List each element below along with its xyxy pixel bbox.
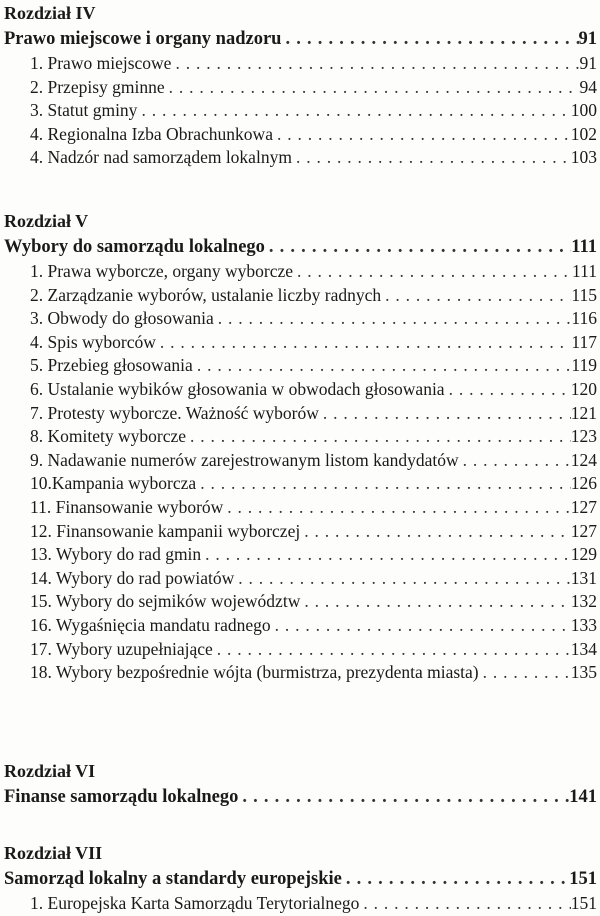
chapter-title-row bbox=[4, 234, 597, 260]
dot-leader bbox=[156, 331, 571, 355]
dot-leader bbox=[479, 661, 571, 685]
page-number: 100 bbox=[570, 100, 597, 121]
chapter-section bbox=[4, 208, 597, 685]
page-number: 151 bbox=[569, 869, 597, 889]
toc-item bbox=[4, 402, 597, 426]
entry-title: 3. Obwody do głosowania bbox=[30, 308, 214, 329]
dot-leader bbox=[292, 146, 571, 170]
entry-title: 15. Wybory do sejmików województw bbox=[30, 591, 301, 612]
dot-leader bbox=[300, 590, 570, 614]
chapter-section bbox=[4, 0, 597, 170]
entry-title: 3. Statut gminy bbox=[30, 100, 138, 121]
page-number: 111 bbox=[571, 237, 597, 257]
dot-leader bbox=[319, 402, 571, 426]
entry-title: 7. Protesty wyborcze. Ważność wyborów bbox=[30, 402, 319, 423]
dot-leader bbox=[171, 52, 579, 76]
dot-leader bbox=[300, 520, 571, 544]
page-number: 119 bbox=[571, 355, 597, 376]
entry-title: 14. Wybory do rad powiatów bbox=[30, 567, 235, 588]
dot-leader bbox=[381, 284, 571, 308]
dot-leader bbox=[281, 26, 578, 52]
dot-leader bbox=[293, 260, 572, 284]
dot-leader bbox=[342, 866, 569, 892]
dot-leader bbox=[196, 472, 571, 496]
entry-title: 4. Nadzór nad samorządem lokalnym bbox=[30, 147, 292, 168]
entry-title: 1. Europejska Karta Samorządu Terytorialnego bbox=[30, 893, 360, 913]
chapter-title-row bbox=[4, 866, 597, 892]
entry-title: Finanse samorządu lokalnego bbox=[4, 787, 239, 807]
entry-title: 13. Wybory do rad gmin bbox=[30, 544, 202, 565]
dot-leader bbox=[201, 543, 571, 567]
entry-title: 6. Ustalanie wybików głosowania w obwodach głosowania bbox=[30, 378, 445, 399]
chapter-section bbox=[4, 758, 597, 810]
entry-title: 18. Wybory bezpośrednie wójta (burmistrza, prezydenta miasta) bbox=[30, 662, 479, 683]
page-number: 94 bbox=[579, 76, 597, 97]
dot-leader bbox=[137, 99, 570, 123]
toc-item bbox=[4, 260, 597, 284]
toc-item bbox=[4, 354, 597, 378]
entry-title: 1. Prawa wyborcze, organy wyborcze bbox=[30, 261, 294, 281]
toc-item bbox=[4, 307, 597, 331]
dot-leader bbox=[213, 638, 571, 662]
entry-title: 4. Regionalna Izba Obrachunkowa bbox=[30, 123, 273, 144]
toc-item bbox=[4, 661, 597, 685]
dot-leader bbox=[193, 354, 572, 378]
chapter-section bbox=[4, 840, 597, 916]
page-number: 91 bbox=[578, 29, 597, 49]
chapter-title-row bbox=[4, 26, 597, 52]
entry-title: 5. Przebieg głosowania bbox=[30, 355, 193, 376]
page-number: 115 bbox=[571, 284, 597, 305]
page-number: 127 bbox=[570, 496, 597, 517]
page-number: 116 bbox=[571, 308, 597, 329]
toc-item bbox=[4, 590, 597, 614]
toc-item bbox=[4, 638, 597, 662]
toc-item bbox=[4, 520, 597, 544]
dot-leader bbox=[186, 425, 571, 449]
page-number: 141 bbox=[569, 787, 597, 807]
dot-leader bbox=[273, 123, 571, 147]
dot-leader bbox=[165, 76, 580, 100]
dot-leader bbox=[223, 496, 570, 520]
entry-title: 16. Wygaśnięcia mandatu radnego bbox=[30, 614, 271, 635]
chapter-title-row bbox=[4, 784, 597, 810]
entry-title: 2. Przepisy gminne bbox=[30, 76, 165, 97]
page-number: 151 bbox=[570, 893, 597, 913]
page-number: 117 bbox=[571, 331, 597, 352]
page-number: 127 bbox=[570, 520, 597, 541]
entry-title: Prawo miejscowe i organy nadzoru bbox=[4, 29, 282, 49]
page-number: 129 bbox=[570, 544, 597, 565]
toc-item bbox=[4, 449, 597, 473]
entry-title: 1. Prawo miejscowe bbox=[30, 53, 172, 73]
toc-item bbox=[4, 567, 597, 591]
entry-title: 12. Finansowanie kampanii wyborczej bbox=[30, 520, 301, 541]
toc-item bbox=[4, 472, 597, 496]
dot-leader bbox=[214, 307, 572, 331]
dot-leader bbox=[271, 614, 571, 638]
page-number: 111 bbox=[572, 261, 597, 281]
page-number: 135 bbox=[570, 662, 597, 683]
page-number: 132 bbox=[570, 591, 597, 612]
entry-title: 2. Zarządzanie wyborów, ustalanie liczby radnych bbox=[30, 284, 382, 305]
toc-item bbox=[4, 543, 597, 567]
chapter-label: Rozdział IV bbox=[4, 3, 96, 23]
entry-title: 10.Kampania wyborcza bbox=[30, 473, 197, 494]
page-number: 103 bbox=[570, 147, 597, 168]
toc-item bbox=[4, 284, 597, 308]
entry-title: 9. Nadawanie numerów zarejestrowanym listom kandydatów bbox=[30, 449, 459, 470]
entry-title: 17. Wybory uzupełniające bbox=[30, 638, 213, 659]
dot-leader bbox=[445, 378, 571, 402]
page-number: 120 bbox=[570, 378, 597, 399]
entry-title: 4. Spis wyborców bbox=[30, 331, 156, 352]
toc-item bbox=[4, 425, 597, 449]
entry-title: 11. Finansowanie wyborów bbox=[30, 496, 224, 517]
toc-item bbox=[4, 76, 597, 100]
page-number: 121 bbox=[570, 402, 597, 423]
toc-item bbox=[4, 99, 597, 123]
page-number: 91 bbox=[579, 53, 597, 73]
entry-title: 8. Komitety wyborcze bbox=[30, 426, 186, 447]
toc-item bbox=[4, 892, 597, 916]
dot-leader bbox=[265, 234, 571, 260]
chapter-label: Rozdział V bbox=[4, 211, 89, 231]
chapter-label: Rozdział VI bbox=[4, 761, 96, 781]
toc-item bbox=[4, 52, 597, 76]
page-number: 123 bbox=[570, 426, 597, 447]
toc-item bbox=[4, 378, 597, 402]
toc-item bbox=[4, 123, 597, 147]
entry-title: Samorząd lokalny a standardy europejskie bbox=[4, 869, 342, 889]
page-number: 131 bbox=[570, 567, 597, 588]
page-number: 126 bbox=[570, 473, 597, 494]
toc-item bbox=[4, 146, 597, 170]
toc-item bbox=[4, 614, 597, 638]
page-number: 133 bbox=[570, 614, 597, 635]
dot-leader bbox=[459, 449, 571, 473]
dot-leader bbox=[359, 892, 570, 916]
dot-leader bbox=[238, 784, 569, 810]
page-number: 102 bbox=[570, 123, 597, 144]
entry-title: Wybory do samorządu lokalnego bbox=[4, 237, 265, 257]
dot-leader bbox=[234, 567, 571, 591]
toc-item bbox=[4, 496, 597, 520]
page-number: 134 bbox=[570, 638, 597, 659]
toc-item bbox=[4, 331, 597, 355]
chapter-label: Rozdział VII bbox=[4, 843, 103, 863]
page-number: 124 bbox=[570, 449, 597, 470]
